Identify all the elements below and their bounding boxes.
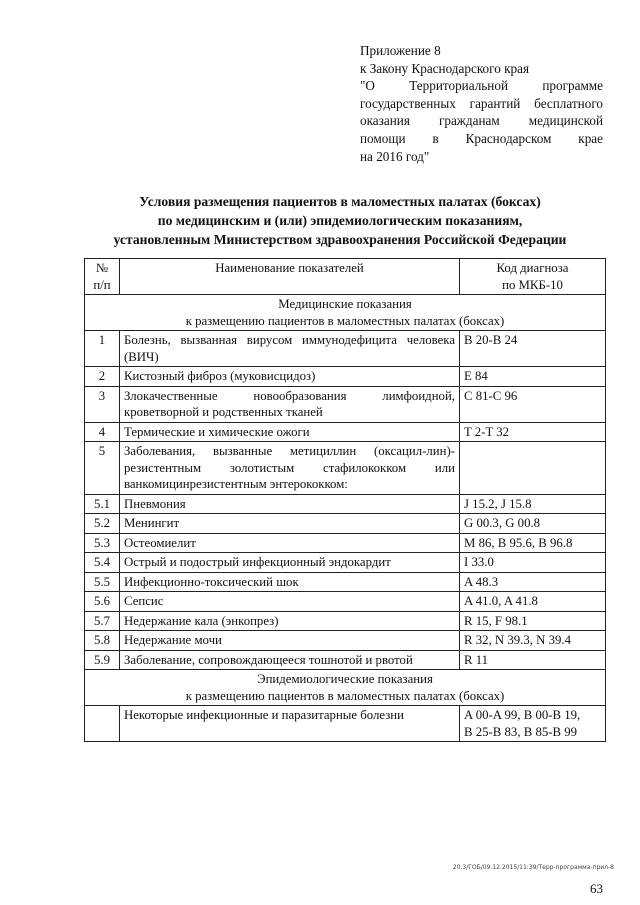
row-number: 2: [85, 367, 120, 387]
header-number: № п/п: [85, 259, 120, 295]
table-row: [85, 331, 606, 367]
row-code: J 15.2, J 15.8: [460, 494, 606, 514]
header-code: Код диагноза по МКБ-10: [460, 259, 606, 295]
row-number: 5.4: [85, 553, 120, 573]
table-row: [85, 386, 606, 422]
appendix-line-3: "О Территориальной программе: [360, 78, 603, 94]
row-number: 3: [85, 386, 120, 422]
document-id: 20.3/ГОБ/09.12.2015/11:39/Терр-программа-прил-8: [452, 864, 614, 871]
section-epidemiological-row: [85, 670, 606, 706]
table-header-row: [85, 259, 606, 295]
appendix-line-2: к Закону Краснодарского края: [360, 60, 530, 76]
table-row: [85, 592, 606, 612]
row-number: 5.3: [85, 533, 120, 553]
row-name: Остеомиелит: [120, 533, 460, 553]
table-row: [85, 572, 606, 592]
row-code: R 11: [460, 650, 606, 670]
row-code: R 15, F 98.1: [460, 611, 606, 631]
table-row: [85, 553, 606, 573]
table-row: [85, 367, 606, 387]
row-name: Кистозный фиброз (муковисцидоз): [120, 367, 460, 387]
row-code: [460, 442, 606, 495]
row-number: 5.6: [85, 592, 120, 612]
row-name: Некоторые инфекционные и паразитарные болезни: [120, 706, 460, 742]
appendix-line-4: государственных гарантий бесплатного: [360, 95, 603, 111]
row-number: [85, 706, 120, 742]
row-code: A 00-A 99, B 00-B 19, B 25-B 83, B 85-B 99: [460, 706, 606, 742]
row-name: Менингит: [120, 514, 460, 534]
row-code: M 86, B 95.6, B 96.8: [460, 533, 606, 553]
row-code: A 41.0, A 41.8: [460, 592, 606, 612]
table-row: [85, 494, 606, 514]
row-code: R 32, N 39.3, N 39.4: [460, 631, 606, 651]
row-name: Пневмония: [120, 494, 460, 514]
table-row: [85, 442, 606, 495]
row-code: A 48.3: [460, 572, 606, 592]
row-code: G 00.3, G 00.8: [460, 514, 606, 534]
header-name: Наименование показателей: [120, 259, 460, 295]
row-number: 5.2: [85, 514, 120, 534]
row-number: 5.9: [85, 650, 120, 670]
row-name: Инфекционно-токсический шок: [120, 572, 460, 592]
appendix-block: [360, 42, 603, 165]
title-line-3: установленным Министерством здравоохранения Российской Федерации: [113, 232, 567, 247]
table-row: [85, 611, 606, 631]
row-code: B 20-B 24: [460, 331, 606, 367]
page-number: 63: [590, 881, 603, 896]
row-name: Заболевание, сопровождающееся тошнотой и рвотой: [120, 650, 460, 670]
row-code: E 84: [460, 367, 606, 387]
appendix-line-1: Приложение 8: [360, 43, 441, 58]
section-medical-row: [85, 295, 606, 331]
title-line-1: Условия размещения пациентов в маломестных палатах (боксах): [139, 194, 541, 209]
row-number: 5.1: [85, 494, 120, 514]
table-row: [85, 631, 606, 651]
row-name: Термические и химические ожоги: [120, 422, 460, 442]
appendix-line-5: оказания гражданам медицинской: [360, 113, 603, 129]
table-row: [85, 650, 606, 670]
row-number: 5.5: [85, 572, 120, 592]
row-name: Острый и подострый инфекционный эндокардит: [120, 553, 460, 573]
row-number: 5.8: [85, 631, 120, 651]
row-number: 1: [85, 331, 120, 367]
table-row: [85, 533, 606, 553]
row-name: Злокачественные новообразования лимфоидной, кроветворной и родственных тканей: [120, 386, 460, 422]
table-row: [85, 422, 606, 442]
table-row: [85, 514, 606, 534]
row-number: 5: [85, 442, 120, 495]
appendix-line-6: помощи в Краснодарском крае: [360, 130, 603, 146]
document-title: [60, 192, 620, 249]
row-name: Недержание кала (энкопрез): [120, 611, 460, 631]
row-number: 4: [85, 422, 120, 442]
appendix-line-7: на 2016 год": [360, 148, 430, 164]
row-name: Болезнь, вызванная вирусом иммунодефицита человека (ВИЧ): [120, 331, 460, 367]
row-code: I 33.0: [460, 553, 606, 573]
section-epidemiological: Эпидемиологические показания к размещению пациентов в маломестных палатах (боксах): [85, 670, 606, 706]
table-row: [85, 706, 606, 742]
row-name: Недержание мочи: [120, 631, 460, 651]
row-number: 5.7: [85, 611, 120, 631]
row-code: C 81-C 96: [460, 386, 606, 422]
row-code: T 2-T 32: [460, 422, 606, 442]
row-name: Сепсис: [120, 592, 460, 612]
section-medical: Медицинские показания к размещению пациентов в маломестных палатах (боксах): [85, 295, 606, 331]
title-line-2: по медицинским и (или) эпидемиологическим показаниям,: [157, 213, 523, 228]
indications-table: [84, 258, 606, 742]
row-name: Заболевания, вызванные метициллин (оксацил-лин)-резистентным золотистым стафилококком или ванкомицинрезистентным энтерококком:: [120, 442, 460, 495]
